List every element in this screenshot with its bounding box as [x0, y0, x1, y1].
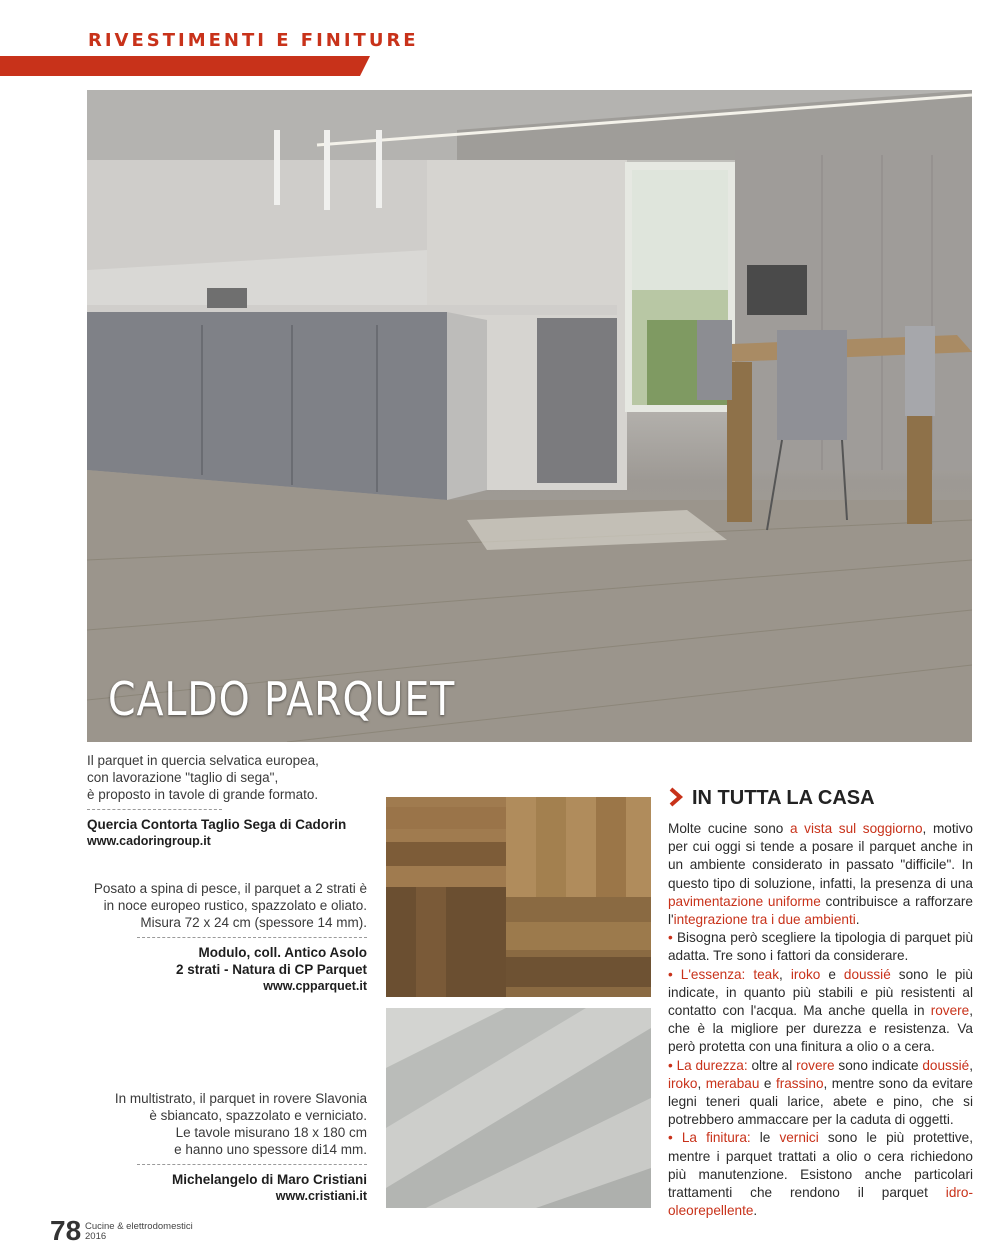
dashed-divider	[137, 937, 367, 938]
article-paragraph	[668, 820, 973, 929]
caption-text-line: Misura 72 x 24 cm (spessore 14 mm).	[140, 915, 367, 930]
body-text: .	[753, 1203, 758, 1219]
caption-text-line: con lavorazione "taglio di sega",	[87, 770, 279, 785]
body-text: e	[820, 966, 844, 982]
caption-text-line: Le tavole misurano 18 x 180 cm	[175, 1125, 367, 1140]
highlight-text: •	[668, 930, 677, 946]
highlight-text: frassino	[775, 1075, 824, 1091]
article-paragraph	[668, 1129, 973, 1220]
caption-text-line: è proposto in tavole di grande formato.	[87, 787, 319, 802]
caption-text-line: Il parquet in quercia selvatica europea,	[87, 753, 319, 768]
magazine-name: Cucine & elettrodomestici	[85, 1221, 193, 1232]
section-title: RIVESTIMENTI E FINITURE	[88, 30, 419, 51]
body-text: le	[759, 1130, 780, 1146]
chevron-right-icon	[668, 787, 684, 807]
page-number: 78	[50, 1215, 82, 1246]
highlight-text: pavimentazione uniforme	[668, 893, 821, 909]
article-paragraph	[668, 966, 973, 1057]
article-paragraph	[668, 1057, 973, 1130]
caption-text-line: Posato a spina di pesce, il parquet a 2 strati è	[93, 881, 367, 896]
caption-text-line: In multistrato, il parquet in rovere Slavonia	[114, 1091, 367, 1106]
body-text: sono indicate	[834, 1057, 923, 1073]
caption-text-line: e hanno uno spessore di14 mm.	[174, 1142, 367, 1157]
highlight-text: vernici	[779, 1130, 819, 1146]
highlight-text: idro-oleorepellente	[668, 1185, 973, 1219]
article-paragraph	[668, 929, 973, 965]
product-name: Modulo, coll. Antico Asolo	[198, 945, 367, 960]
product-name: Quercia Contorta Taglio Sega di Cadorin	[87, 817, 347, 832]
highlight-text: merabau	[705, 1075, 760, 1091]
walnut-parquet-sample	[386, 797, 651, 997]
body-text: Molte cucine sono	[668, 821, 790, 836]
body-text: sono le più protettive, mentre i parquet trattati a olio o cera richiedono più manutenzione. Esistono anche particolari trattamenti che rendono il parquet	[668, 1130, 973, 1201]
magazine-footer	[85, 1222, 193, 1242]
body-text: sono le più indicate, in quanto più stabili e più resistenti al contatto con l'acqua. Ma anche quella in	[668, 966, 973, 1019]
body-text: .	[855, 912, 860, 928]
article-heading-text: IN TUTTA LA CASA	[692, 787, 875, 809]
product-name: Michelangelo di Maro Cristiani	[171, 1172, 367, 1187]
kitchen-photo	[87, 90, 972, 742]
product-url[interactable]: www.cadoringroup.it	[87, 834, 211, 848]
body-text: ,	[779, 966, 791, 982]
body-text: , mentre sono da evitare legni teneri quali larice, abete e pino, che si potrebbero ammaccare per la caduta di oggetti.	[668, 1075, 973, 1128]
caption-text-line: è sbiancato, spazzolato e verniciato.	[149, 1108, 367, 1123]
highlight-text: rovere	[930, 1003, 970, 1019]
body-text: oltre al	[751, 1057, 797, 1073]
caption-cadorin	[87, 752, 377, 850]
dashed-divider	[87, 809, 222, 810]
caption-cpparquet	[60, 880, 367, 995]
body-text: contribuisce a rafforzare l'	[668, 893, 973, 928]
highlight-text: • La durezza:	[668, 1057, 752, 1073]
product-name: 2 strati - Natura di CP Parquet	[175, 962, 367, 977]
magazine-year: 2016	[85, 1231, 107, 1242]
highlight-text: integrazione tra i due ambienti	[673, 912, 856, 928]
highlight-text: a vista sul soggiorno	[789, 821, 923, 836]
article-body	[668, 820, 973, 1220]
body-text: ,	[697, 1075, 706, 1091]
section-band	[0, 56, 370, 76]
body-text: e	[759, 1075, 776, 1091]
product-url[interactable]: www.cpparquet.it	[263, 979, 367, 993]
highlight-text: teak	[753, 966, 780, 982]
oak-parquet-sample	[386, 1008, 651, 1208]
highlight-text: iroko	[790, 966, 821, 982]
highlight-text: iroko	[668, 1075, 698, 1091]
article-heading	[668, 787, 875, 810]
caption-cristiani	[60, 1090, 367, 1205]
body-text: Bisogna però scegliere la tipologia di parquet più adatta. Tre sono i fattori da considerare.	[668, 930, 973, 964]
highlight-text: rovere	[796, 1057, 835, 1073]
body-text: , motivo per cui oggi si tende a posare il parquet anche in un ambiente considerato in passato "difficile". In questo tipo di soluzione, infatti, la presenza di una	[668, 821, 973, 891]
highlight-text: • La finitura:	[668, 1130, 760, 1146]
dashed-divider	[137, 1164, 367, 1165]
hero-title: CALDO PARQUET	[108, 672, 456, 726]
caption-text-line: in noce europeo rustico, spazzolato e oliato.	[103, 898, 367, 913]
product-url[interactable]: www.cristiani.it	[275, 1189, 367, 1203]
body-text: ,	[969, 1057, 973, 1073]
highlight-text: doussié	[843, 966, 891, 982]
highlight-text: doussié	[922, 1057, 970, 1073]
body-text: , che è la migliore per durezza e resistenza. Va però protetta con una finitura a olio o a cera.	[668, 1003, 973, 1055]
highlight-text: • L'essenza:	[668, 966, 754, 982]
